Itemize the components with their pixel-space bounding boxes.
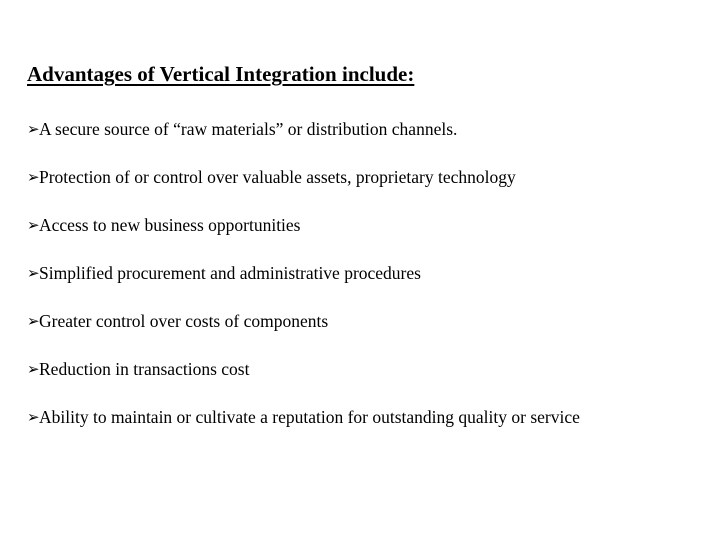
- list-item: [27, 163, 580, 211]
- bullet-text: Ability to maintain or cultivate a reputation for outstanding quality or service: [39, 407, 580, 427]
- arrow-bullet-icon: ➢: [27, 264, 40, 282]
- bullet-text: A secure source of “raw materials” or distribution channels.: [39, 119, 458, 139]
- list-item: [27, 355, 580, 403]
- bullet-list: [27, 115, 580, 451]
- list-item: [27, 211, 580, 259]
- list-item: [27, 115, 580, 163]
- bullet-text: Greater control over costs of components: [39, 311, 329, 331]
- bullet-text: Protection of or control over valuable assets, proprietary technology: [39, 167, 516, 187]
- slide-title: Advantages of Vertical Integration include:: [27, 62, 415, 86]
- arrow-bullet-icon: ➢: [27, 168, 40, 186]
- arrow-bullet-icon: ➢: [27, 120, 40, 138]
- arrow-bullet-icon: ➢: [27, 360, 40, 378]
- list-item: [27, 307, 580, 355]
- arrow-bullet-icon: ➢: [27, 408, 40, 426]
- arrow-bullet-icon: ➢: [27, 216, 40, 234]
- bullet-text: Reduction in transactions cost: [39, 359, 250, 379]
- list-item: [27, 259, 580, 307]
- bullet-text: Simplified procurement and administrative procedures: [39, 263, 421, 283]
- list-item: [27, 403, 580, 451]
- arrow-bullet-icon: ➢: [27, 312, 40, 330]
- bullet-text: Access to new business opportunities: [39, 215, 301, 235]
